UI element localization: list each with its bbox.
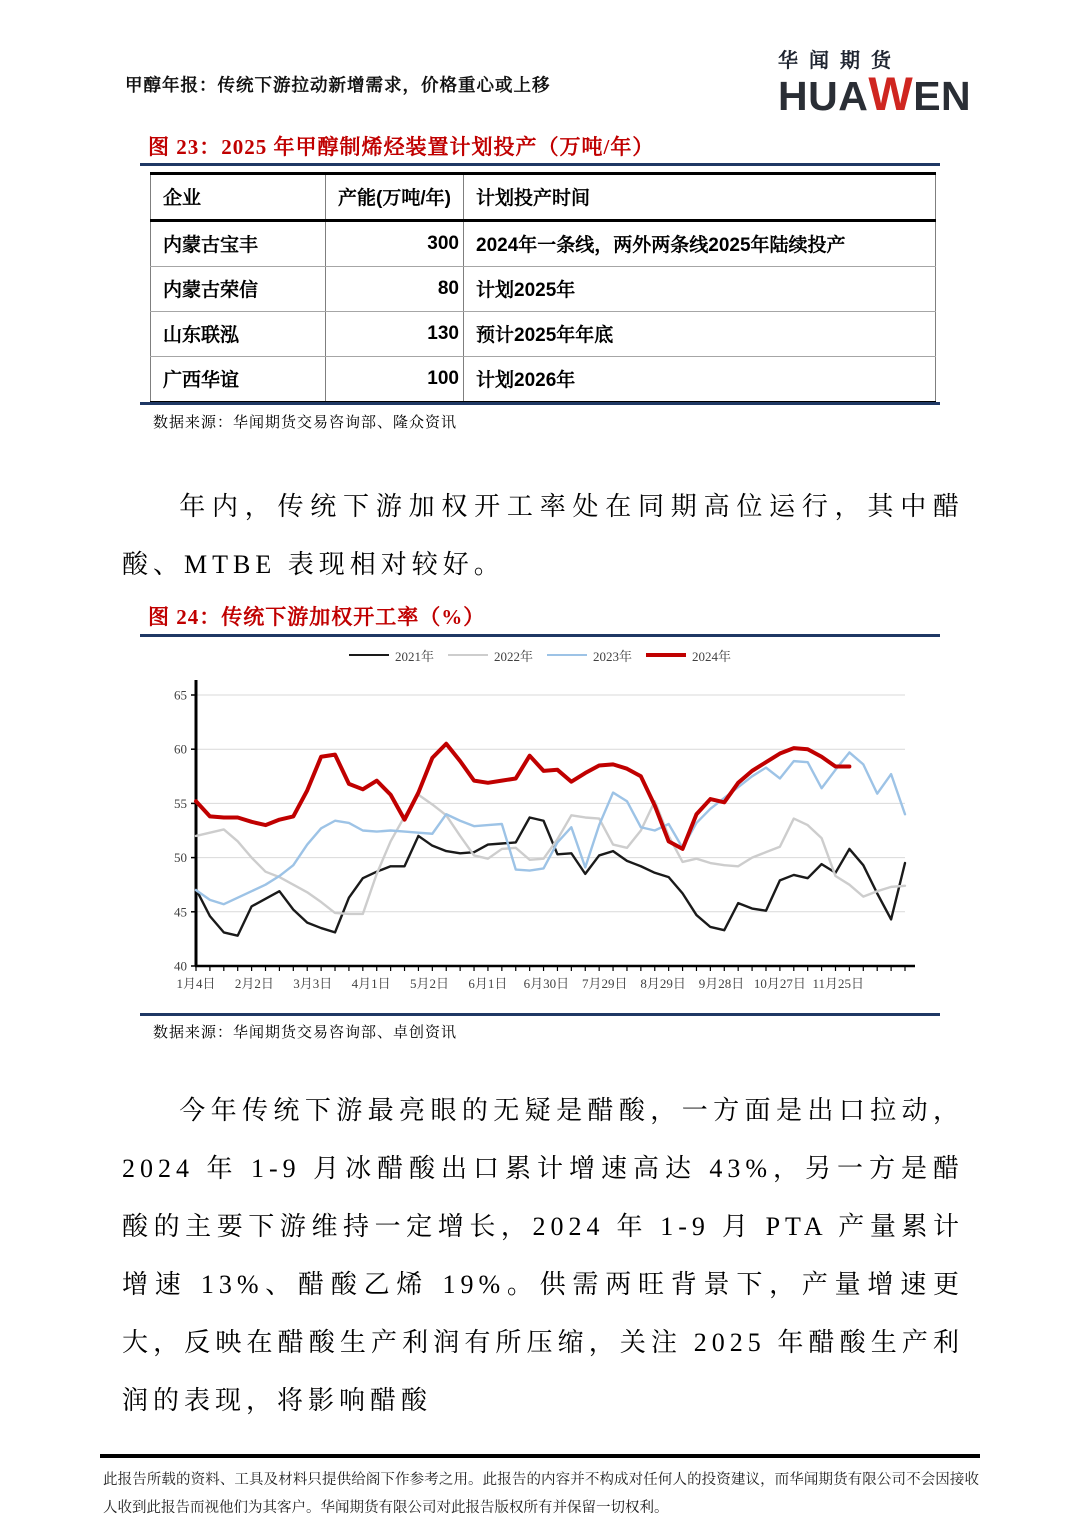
- figure24-title: 图 24：传统下游加权开工率（%）: [148, 605, 486, 629]
- x-axis-label: 6月30日: [523, 976, 570, 991]
- legend-item: [547, 646, 632, 665]
- x-axis-label: 7月29日: [581, 976, 628, 991]
- logo-red-w: W: [868, 67, 914, 120]
- legend-label: 2022年: [493, 648, 533, 664]
- y-axis-label: 55: [174, 795, 187, 811]
- legend-label: 2023年: [593, 648, 633, 664]
- capacity-table: [150, 172, 936, 404]
- table-cell: 2024年一条线，两外两条线2025年陆续投产: [464, 221, 936, 267]
- series-line: [196, 752, 905, 904]
- table-header-cell: 产能(万吨/年): [326, 174, 464, 221]
- chart-svg: [140, 668, 940, 1008]
- legend-label: 2021年: [394, 648, 434, 664]
- logo-wordmark: [778, 67, 978, 120]
- logo-en-post: EN: [913, 73, 972, 119]
- source-note-2: 数据来源：华闻期货交易咨询部、卓创资讯: [153, 1025, 458, 1041]
- y-axis-label: 60: [174, 741, 187, 757]
- table-row: [151, 221, 936, 267]
- page-title: 甲醇年报：传统下游拉动新增需求，价格重心或上移: [125, 75, 551, 95]
- legend-item: [448, 646, 533, 665]
- legend-swatch: [547, 654, 587, 656]
- table-header-cell: 计划投产时间: [464, 174, 936, 221]
- legend-label: 2024年: [692, 648, 732, 664]
- x-axis-label: 9月28日: [698, 976, 745, 991]
- table-cell: 计划2025年: [464, 267, 936, 312]
- x-axis-label: 6月1日: [468, 976, 508, 991]
- figure23-bottom-rule: [140, 402, 940, 405]
- series-line: [196, 817, 905, 935]
- footer-disclaimer: 此报告所载的资料、工具及材料只提供给阁下作参考之用。此报告的内容并不构成对任何人的投资建议，而华闻期货有限公司不会因接收人收到此报告而视他们为其客户。华闻期货有限公司对此报告版权所有并保留一切权利。: [103, 1472, 979, 1516]
- x-axis-label: 5月2日: [410, 976, 450, 991]
- figure23-top-rule: [140, 163, 940, 166]
- series-line: [196, 744, 849, 849]
- capacity-table-wrap: [150, 172, 936, 404]
- legend-swatch: [646, 653, 686, 657]
- table-row: [151, 267, 936, 312]
- legend-item: [646, 646, 731, 665]
- y-axis-label: 65: [174, 687, 187, 703]
- table-cell: 计划2026年: [464, 357, 936, 403]
- table-cell: 内蒙古荣信: [151, 267, 326, 312]
- x-axis-label: 3月3日: [293, 976, 333, 991]
- footer-rule: [100, 1454, 980, 1458]
- x-axis-label: 1月4日: [176, 976, 216, 991]
- table-cell: 预计2025年年底: [464, 312, 936, 357]
- table-cell: 广西华谊: [151, 357, 326, 403]
- body-paragraph-2: 今年传统下游最亮眼的无疑是醋酸，一方面是出口拉动，2024 年 1-9 月冰醋酸出口累计增速高达 43%，另一方是醋酸的主要下游维持一定增长，2024 年 1-9 月 PTA 产量累计增速 13%、醋酸乙烯 19%。供需两旺背景下，产量增速更大，反映在醋酸生产利润有所压缩，关注 2025 年醋酸生产利润的表现，将影响醋酸: [122, 1096, 964, 1415]
- table-row: [151, 312, 936, 357]
- x-axis-label: 8月29日: [640, 976, 686, 991]
- table-cell: 100: [326, 357, 464, 403]
- table-row: [151, 357, 936, 403]
- legend-item: [349, 646, 434, 665]
- x-axis-label: 4月1日: [351, 976, 391, 991]
- x-axis-label: 2月2日: [234, 976, 274, 991]
- table-cell: 130: [326, 312, 464, 357]
- legend-swatch: [448, 654, 488, 656]
- figure23-title: 图 23：2025 年甲醇制烯烃装置计划投产（万吨/年）: [148, 135, 655, 159]
- chart-legend: [140, 642, 940, 668]
- logo-chinese-text: 华闻期货: [778, 50, 902, 72]
- line-chart: [140, 642, 940, 1012]
- figure24-top-rule: [140, 634, 940, 637]
- logo-en-pre: HUA: [778, 73, 869, 119]
- body-paragraph-1: 年内，传统下游加权开工率处在同期高位运行，其中醋酸、MTBE 表现相对较好。: [122, 492, 964, 579]
- table-header-cell: 企业: [151, 174, 326, 221]
- table-cell: 内蒙古宝丰: [151, 221, 326, 267]
- x-axis-label: 10月27日: [753, 976, 806, 991]
- y-axis-label: 45: [174, 904, 187, 920]
- x-axis-label: 11月25日: [812, 976, 865, 991]
- y-axis-label: 50: [174, 850, 187, 866]
- company-logo: [778, 44, 978, 120]
- source-note-1: 数据来源：华闻期货交易咨询部、隆众资讯: [153, 415, 458, 431]
- y-axis-label: 40: [174, 958, 187, 974]
- table-header-row: [151, 174, 936, 221]
- table-cell: 山东联泓: [151, 312, 326, 357]
- legend-swatch: [349, 654, 389, 656]
- table-cell: 80: [326, 267, 464, 312]
- table-cell: 300: [326, 221, 464, 267]
- figure24-bottom-rule: [140, 1013, 940, 1016]
